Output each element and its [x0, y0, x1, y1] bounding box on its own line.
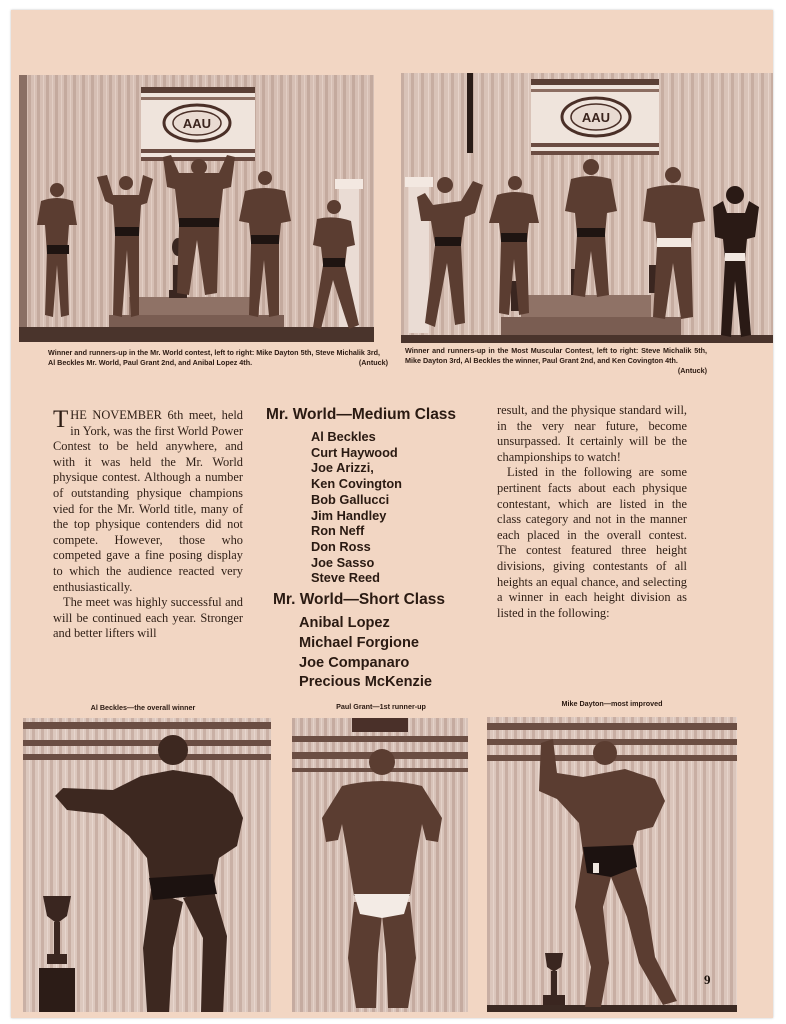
contestant-name: Precious McKenzie: [299, 674, 433, 691]
contestant-name: Joe Sasso: [311, 554, 375, 570]
aau-banner: [531, 79, 659, 155]
article-column-left: [53, 408, 243, 642]
article-paragraph-4: Listed in the following are some pertinent facts about each physique contestant, which are listed in the class category and not in the manner each placed in the overall contest. The contest featured three height divisions, giving contestants of all heights an equal chance, and selecting a winner in each height division as listed in the following:: [497, 465, 687, 620]
caption-mr-world-lineup: Winner and runners-up in the Mr. World contest, left to right: Mike Dayton 5th, Steve Michalik 3rd, Al Beckles Mr. World, Paul Grant 2nd, and Anibal Lopez 4th. (Antuck): [48, 348, 388, 367]
short-class-list: [299, 614, 432, 693]
article-paragraph-3: result, and the physique standard will, in the very near future, become unsurpassed. It certainly will be the championships to watch!: [497, 403, 687, 464]
contestant-name: Michael Forgione: [299, 634, 420, 651]
contestant-name: Anibal Lopez: [299, 615, 390, 631]
photo-paul-grant: [292, 718, 468, 1012]
contestant-name: Joe Arizzi,: [311, 460, 374, 476]
drop-cap: T: [53, 406, 69, 433]
caption-first-runner-up: Paul Grant—1st runner-up: [336, 702, 426, 711]
medium-class-heading: Mr. World—Medium Class: [266, 406, 457, 423]
short-class-heading: Mr. World—Short Class: [273, 591, 445, 608]
page-number: 9: [704, 972, 711, 987]
aau-banner: [141, 87, 255, 161]
photo-al-beckles: [23, 718, 271, 1012]
photo-credit: (Antuck): [677, 366, 707, 375]
svg-text:AAU: AAU: [182, 116, 212, 131]
photo-mike-dayton: [487, 717, 737, 1012]
contestant-name: Ken Covington: [311, 476, 402, 492]
contestant-name: Bob Gallucci: [311, 491, 390, 507]
article-column-right: [497, 403, 687, 621]
photo-most-muscular-lineup: [401, 73, 773, 343]
article-paragraph-2: The meet was highly successful and will be continued each year. Stronger and better lifters will: [53, 595, 243, 641]
article-paragraph-1: THE NOVEMBER 6th meet, held in York, was the first World Power Contest to be held anywhere, and with it was held the Mr. World physique contest. Although a number of outstanding physique champions vied for the Mr. World title, many of the top physique contenders did not compete. However, those who competed gave a fine posing display to which the audience reacted very enthusiastically.: [53, 406, 243, 594]
contestant-name: Curt Haywood: [311, 444, 398, 460]
contestant-name: Al Beckles: [311, 429, 376, 444]
caption-overall-winner: Al Beckles—the overall winner: [90, 703, 196, 712]
contestant-name: Joe Companaro: [299, 654, 410, 671]
magazine-page: [11, 10, 773, 1018]
medium-class-list: [311, 429, 402, 586]
photo-credit: (Antuck): [358, 358, 388, 367]
caption-most-improved: Mike Dayton—most improved: [561, 699, 663, 708]
photo-mr-world-lineup: [19, 75, 374, 342]
svg-text:AAU: AAU: [581, 110, 611, 125]
contestant-name: Don Ross: [311, 538, 371, 554]
contestant-name: Ron Neff: [311, 523, 365, 539]
contestant-name: Steve Reed: [311, 570, 380, 586]
caption-most-muscular-lineup: Winner and runners-up in the Most Muscular Contest, left to right: Steve Michalik 5th, Mike Dayton 3rd, Al Beckles the winner, Paul Grant 2nd, and Ken Covington 4th. (Antuck): [405, 346, 707, 375]
contestant-name: Jim Handley: [311, 507, 387, 523]
